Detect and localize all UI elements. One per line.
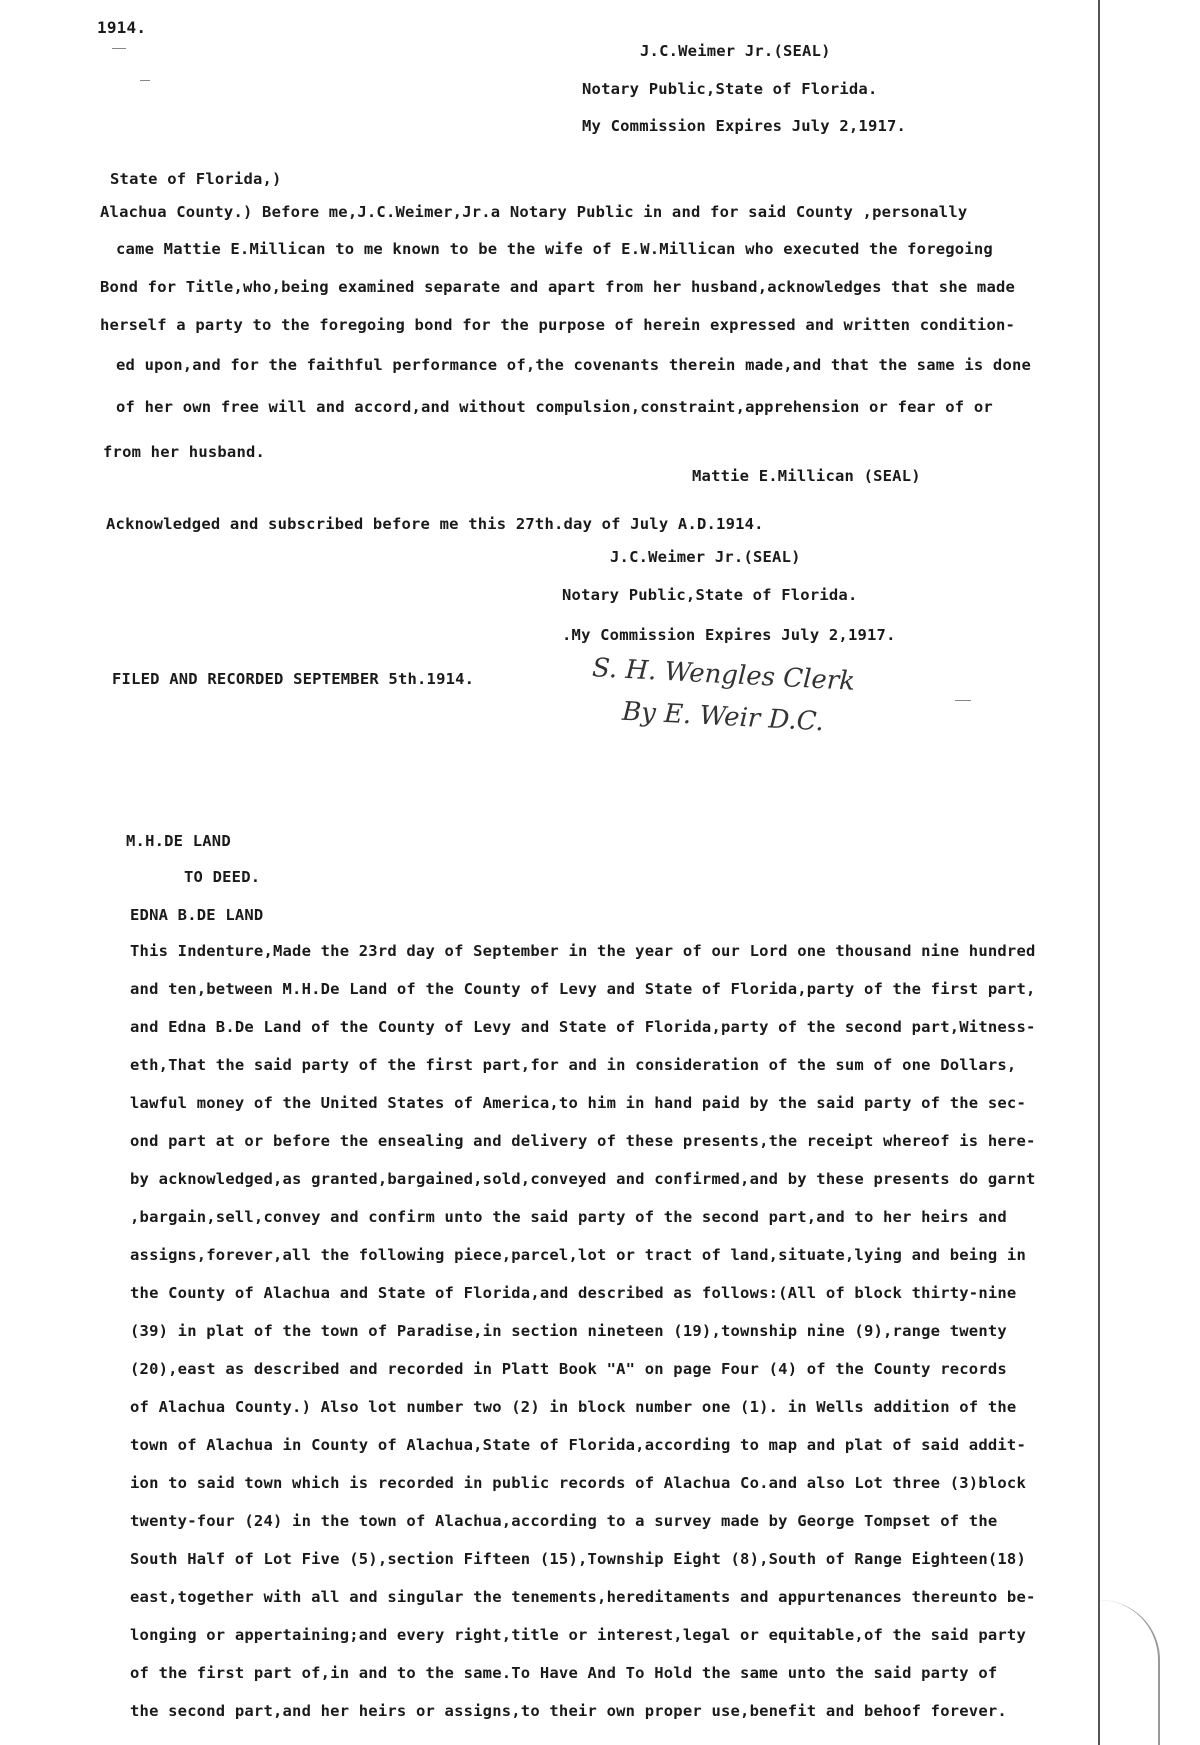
deed-line: of Alachua County.) Also lot number two (2) in block number one (1). in Wells addition of the <box>130 1398 1017 1416</box>
deed-line: (20),east as described and recorded in Platt Book "A" on page Four (4) of the County records <box>130 1360 1007 1378</box>
ack-line: Bond for Title,who,being examined separate and apart from her husband,acknowledges that she made <box>100 278 1016 296</box>
deed-line: the second part,and her heirs or assigns,to their own proper use,benefit and behoof forever. <box>130 1702 1007 1720</box>
notary-name-1: J.C.Weimer Jr.(SEAL) <box>640 42 831 60</box>
page-curl <box>1098 1600 1160 1745</box>
deed-line: the County of Alachua and State of Florida,and described as follows:(All of block thirty-nine <box>130 1284 1017 1302</box>
notary-title-2: Notary Public,State of Florida. <box>562 586 858 604</box>
page-year: 1914. <box>97 18 147 37</box>
signer-name: Mattie E.Millican (SEAL) <box>692 467 921 485</box>
deed-grantor: M.H.DE LAND <box>126 832 231 850</box>
page-edge-line <box>1098 0 1100 1745</box>
ack-line: ed upon,and for the faithful performance of,the covenants therein made,and that the same is done <box>116 356 1032 374</box>
notary-commission-1: My Commission Expires July 2,1917. <box>582 117 907 135</box>
filed-recorded: FILED AND RECORDED SEPTEMBER 5th.1914. <box>112 670 475 688</box>
notary-name-2: J.C.Weimer Jr.(SEAL) <box>610 548 801 566</box>
ack-line: herself a party to the foregoing bond for the purpose of herein expressed and written condition- <box>100 316 1016 334</box>
deed-line: longing or appertaining;and every right,title or interest,legal or equitable,of the said party <box>130 1626 1026 1644</box>
deed-line: and ten,between M.H.De Land of the County of Levy and State of Florida,party of the first part, <box>130 980 1036 998</box>
deputy-clerk-signature: By E. Weir D.C. <box>621 696 825 738</box>
deed-line: eth,That the said party of the first part,for and in consideration of the sum of one Dollars, <box>130 1056 1017 1074</box>
ack-line: of her own free will and accord,and without compulsion,constraint,apprehension or fear of or <box>116 398 993 416</box>
clerk-signature: S. H. Wengles Clerk <box>591 653 856 697</box>
ack-line: Alachua County.) Before me,J.C.Weimer,Jr.a Notary Public in and for said County ,personally <box>100 203 968 221</box>
deed-line: South Half of Lot Five (5),section Fifteen (15),Township Eight (8),South of Range Eighteen(18) <box>130 1550 1026 1568</box>
venue-state: State of Florida,) <box>110 170 282 188</box>
deed-line: lawful money of the United States of America,to him in hand paid by the said party of the sec- <box>130 1094 1026 1112</box>
deed-line: ond part at or before the ensealing and delivery of these presents,the receipt whereof is here- <box>130 1132 1036 1150</box>
deed-to: TO DEED. <box>184 868 261 886</box>
deed-grantee: EDNA B.DE LAND <box>130 906 264 924</box>
deed-line: town of Alachua in County of Alachua,State of Florida,according to map and plat of said addit- <box>130 1436 1026 1454</box>
ack-line: came Mattie E.Millican to me known to be the wife of E.W.Millican who executed the foregoing <box>116 240 993 258</box>
scan-mark <box>955 700 971 701</box>
deed-line: This Indenture,Made the 23rd day of September in the year of our Lord one thousand nine hundred <box>130 942 1036 960</box>
deed-line: by acknowledged,as granted,bargained,sold,conveyed and confirmed,and by these presents do garnt <box>130 1170 1036 1188</box>
notary-title-1: Notary Public,State of Florida. <box>582 80 878 98</box>
deed-line: (39) in plat of the town of Paradise,in section nineteen (19),township nine (9),range twenty <box>130 1322 1007 1340</box>
deed-line: east,together with all and singular the tenements,hereditaments and appurtenances thereunto be- <box>130 1588 1036 1606</box>
deed-line: and Edna B.De Land of the County of Levy and State of Florida,party of the second part,Witness- <box>130 1018 1036 1036</box>
subscribed-line: Acknowledged and subscribed before me this 27th.day of July A.D.1914. <box>106 515 764 533</box>
deed-line: of the first part of,in and to the same.To Have And To Hold the same unto the said party of <box>130 1664 998 1682</box>
deed-line: ,bargain,sell,convey and confirm unto the said party of the second part,and to her heirs and <box>130 1208 1007 1226</box>
notary-commission-2: .My Commission Expires July 2,1917. <box>562 626 896 644</box>
deed-line: twenty-four (24) in the town of Alachua,according to a survey made by George Tompset of the <box>130 1512 998 1530</box>
ack-line: from her husband. <box>103 443 266 461</box>
scan-mark <box>140 80 150 81</box>
scan-mark <box>112 48 126 49</box>
deed-line: ion to said town which is recorded in public records of Alachua Co.and also Lot three (3)block <box>130 1474 1026 1492</box>
deed-line: assigns,forever,all the following piece,parcel,lot or tract of land,situate,lying and being in <box>130 1246 1026 1264</box>
